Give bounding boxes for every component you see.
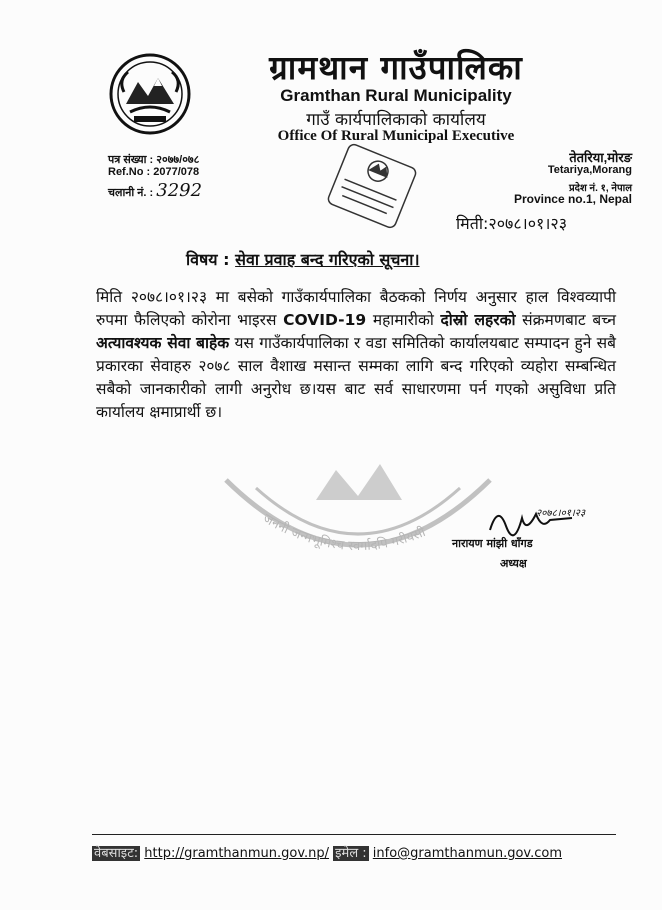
municipality-title-english: Gramthan Rural Municipality: [280, 86, 512, 105]
body-part-1: मिति २०७८।०१।२३ मा बसेको गाउँकार्यपालिका बैठकको निर्णय अनुसार हाल विश्वव्यापी रुपमा फैलिएको कोरोना भाइरस: [96, 288, 616, 329]
body-part-2: महामारीको: [372, 311, 434, 329]
footer-contact: [92, 843, 562, 861]
date-label: मिती:: [456, 214, 489, 233]
municipality-title-nepali: ग्रामथान गाउँपालिका: [269, 48, 523, 87]
signer-title: अध्यक्ष: [500, 557, 527, 570]
body-part-4: यस गाउँकार्यपालिका र वडा समितिको कार्यालयबाट सम्पादन हुने सबै प्रकारका सेवाहरु २०७८ साल वैशाख मसान्त सम्मका लागि बन्द गरिएको व्यहोरा सम्बन्धित सबैको जानकारीको लागी अनुरोध छ।यस बाट सर्व साधारणमा पर्न गएको असुविधा प्रति कार्यालय क्षमाप्रार्थी छ।: [96, 334, 616, 421]
signature-date: २०७८।०१।२३: [536, 508, 586, 519]
address-line-nepali: तेतरिया,मोरङ: [569, 150, 632, 165]
address-line-english: Tetariya,Morang: [547, 164, 632, 176]
signer-name: नारायण मांझी धाँगड: [452, 537, 533, 550]
dispatch-number-label: चलानी नं. :: [108, 187, 154, 199]
email-link[interactable]: info@gramthanmun.gov.com: [372, 846, 563, 861]
province-line-nepali: प्रदेश नं. १, नेपाल: [568, 183, 632, 194]
body-part-3: संक्रमणबाट बच्न: [522, 311, 616, 329]
ref-number-label: Ref.No :: [108, 166, 151, 178]
body-bold-second-wave: दोस्रो लहरको: [440, 311, 516, 329]
letter-number-label: पत्र संख्या :: [108, 154, 154, 166]
website-link[interactable]: http://gramthanmun.gov.np/: [144, 846, 330, 861]
body-bold-covid: COVID-19: [283, 311, 367, 329]
letter-number: [108, 152, 199, 167]
seal-motto: जननी जन्मभूमिश्च स्वर्गादपि गरीयसी: [260, 511, 428, 555]
subject-line: [186, 248, 420, 270]
footer-divider: [92, 834, 616, 835]
notice-body: [96, 286, 616, 424]
email-label: इमेल :: [335, 846, 367, 861]
body-bold-essential-services: अत्यावश्यक सेवा बाहेक: [96, 334, 230, 352]
date-value: २०७८।०१।२३: [488, 214, 568, 233]
dispatch-number: [108, 180, 202, 201]
dispatch-number-value: 3292: [156, 180, 203, 201]
province-line-english: Province no.1, Nepal: [513, 192, 632, 206]
municipal-seal-icon: [216, 440, 500, 590]
office-title-english: Office Of Rural Municipal Executive: [277, 128, 515, 144]
subject-value: सेवा प्रवाह बन्द गरिएको सूचना।: [235, 250, 420, 269]
office-stamp-icon: [326, 140, 418, 232]
letter-number-value: २०७७/०७८: [156, 154, 200, 166]
ref-number: [108, 166, 199, 178]
website-label: वेबसाइट:: [94, 846, 139, 861]
subject-label: विषय :: [186, 250, 230, 269]
nepal-emblem-icon: [108, 52, 192, 136]
office-title-nepali: गाउँ कार्यपालिकाको कार्यालय: [306, 110, 486, 130]
ref-number-value: 2077/078: [153, 166, 200, 178]
letter-date: [456, 212, 567, 234]
